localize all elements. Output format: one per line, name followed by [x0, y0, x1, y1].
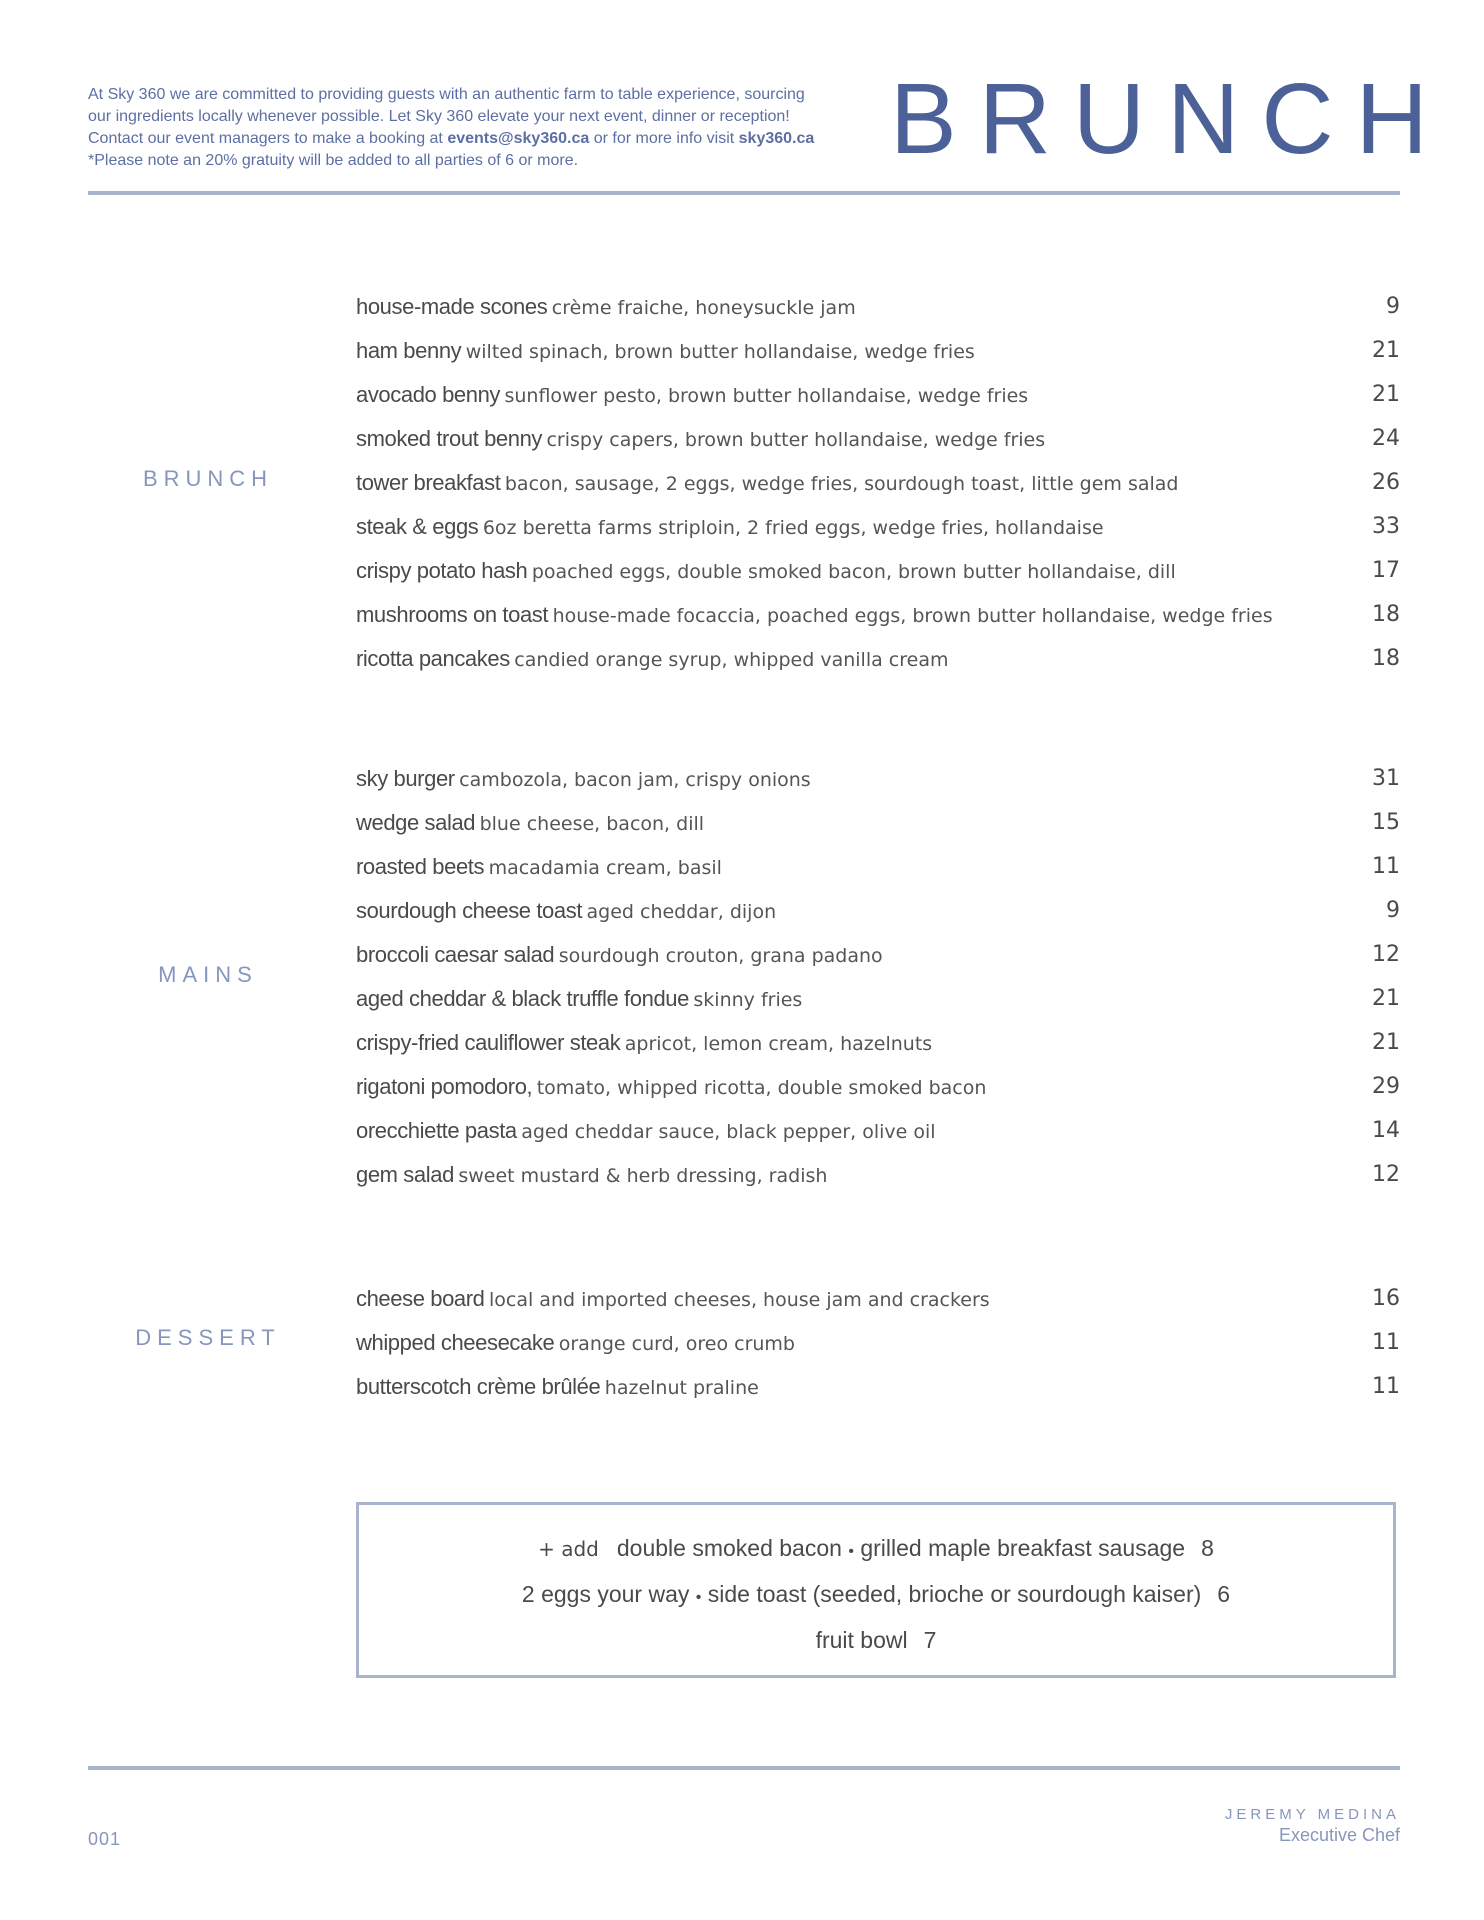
- menu-item: [356, 1065, 1400, 1109]
- menu-item-name: mushrooms on toast: [356, 602, 549, 627]
- menu-item: [356, 801, 1400, 845]
- menu-item-name: ham benny: [356, 338, 462, 363]
- addon-prefix: + add: [538, 1537, 599, 1561]
- menu-item-name: orecchiette pasta: [356, 1118, 517, 1143]
- menu-item-description: hazelnut praline: [604, 1377, 759, 1399]
- menu-item-description: wilted spinach, brown butter hollandaise, wedge fries: [465, 341, 975, 363]
- contact-mid: or for more info visit: [589, 130, 739, 147]
- chef-title: Executive Chef: [1278, 1825, 1400, 1845]
- menu-item-price: 12: [1372, 942, 1400, 967]
- menu-item-name: roasted beets: [356, 854, 485, 879]
- menu-item-name: tower breakfast: [356, 470, 501, 495]
- website-link[interactable]: sky360.ca: [738, 130, 815, 147]
- menu-item-price: 17: [1372, 558, 1400, 583]
- dessert-items: [356, 1277, 1400, 1409]
- menu-item-description: house-made focaccia, poached eggs, brown butter hollandaise, wedge fries: [552, 605, 1273, 627]
- menu-item-price: 21: [1372, 338, 1400, 363]
- menu-item-name: crispy-fried cauliflower steak: [356, 1030, 621, 1055]
- page-title: BRUNCH: [890, 63, 1450, 175]
- section-label-mains: MAINS: [158, 962, 258, 987]
- menu-item-price: 15: [1372, 810, 1400, 835]
- addon-line-2: [359, 1571, 1393, 1617]
- menu-item: [356, 637, 1400, 681]
- brunch-items: [356, 285, 1400, 681]
- menu-item-price: 18: [1372, 646, 1400, 671]
- intro-line-2: our ingredients locally whenever possible. Let Sky 360 elevate your next event, dinner or reception!: [88, 108, 790, 125]
- menu-item-price: 16: [1372, 1286, 1400, 1311]
- menu-item-price: 26: [1372, 470, 1400, 495]
- section-label-dessert: DESSERT: [135, 1325, 281, 1350]
- menu-item: [356, 593, 1400, 637]
- menu-item: [356, 1109, 1400, 1153]
- menu-item-price: 12: [1372, 1162, 1400, 1187]
- chef-name: JEREMY MEDINA: [1224, 1806, 1400, 1823]
- menu-item-description: macadamia cream, basil: [488, 857, 722, 879]
- menu-item-price: 21: [1372, 1030, 1400, 1055]
- menu-item-description: cambozola, bacon jam, crispy onions: [459, 769, 811, 791]
- addon-bacon: double smoked bacon: [616, 1535, 842, 1561]
- addon-eggs: 2 eggs your way: [521, 1581, 690, 1607]
- menu-item-description: aged cheddar sauce, black pepper, olive oil: [521, 1121, 936, 1143]
- addon-price-2: 6: [1217, 1581, 1231, 1607]
- menu-item-description: sweet mustard & herb dressing, radish: [458, 1165, 828, 1187]
- menu-item-description: bacon, sausage, 2 eggs, wedge fries, sourdough toast, little gem salad: [504, 473, 1179, 495]
- menu-item-price: 18: [1372, 602, 1400, 627]
- menu-item-description: crispy capers, brown butter hollandaise, wedge fries: [546, 429, 1046, 451]
- menu-item: [356, 933, 1400, 977]
- menu-item-name: rigatoni pomodoro,: [356, 1074, 533, 1099]
- menu-item-description: aged cheddar, dijon: [586, 901, 777, 923]
- menu-item: [356, 461, 1400, 505]
- menu-item-description: tomato, whipped ricotta, double smoked bacon: [536, 1077, 987, 1099]
- menu-item: [356, 1365, 1400, 1409]
- menu-item: [356, 1021, 1400, 1065]
- addon-toast: side toast (seeded, brioche or sourdough kaiser): [707, 1581, 1202, 1607]
- menu-item-description: poached eggs, double smoked bacon, brown butter hollandaise, dill: [531, 561, 1176, 583]
- header-divider: [88, 191, 1400, 195]
- menu-item: [356, 977, 1400, 1021]
- menu-item-description: crème fraiche, honeysuckle jam: [551, 297, 856, 319]
- addon-price-3: 7: [923, 1627, 937, 1653]
- menu-item: [356, 285, 1400, 329]
- menu-item-description: 6oz beretta farms striploin, 2 fried eggs, wedge fries, hollandaise: [482, 517, 1104, 539]
- menu-item-name: ricotta pancakes: [356, 646, 510, 671]
- menu-item: [356, 757, 1400, 801]
- menu-item: [356, 549, 1400, 593]
- addon-line-3: [359, 1617, 1393, 1663]
- menu-item: [356, 417, 1400, 461]
- intro-text: [88, 84, 888, 172]
- menu-item-name: broccoli caesar salad: [356, 942, 555, 967]
- menu-item-description: skinny fries: [693, 989, 803, 1011]
- menu-item: [356, 845, 1400, 889]
- menu-item-name: house-made scones: [356, 294, 548, 319]
- menu-item-description: apricot, lemon cream, hazelnuts: [624, 1033, 933, 1055]
- menu-item-description: sunflower pesto, brown butter hollandaise, wedge fries: [504, 385, 1029, 407]
- menu-item: [356, 1321, 1400, 1365]
- menu-item: [356, 889, 1400, 933]
- section-label-brunch: BRUNCH: [142, 466, 274, 491]
- menu-item: [356, 1277, 1400, 1321]
- menu-item-price: 21: [1372, 986, 1400, 1011]
- addon-price-1: 8: [1201, 1535, 1214, 1561]
- menu-item-description: local and imported cheeses, house jam and crackers: [488, 1289, 990, 1311]
- chef-credit: [1225, 1806, 1400, 1846]
- menu-item-name: crispy potato hash: [356, 558, 528, 583]
- menu-item-price: 21: [1372, 382, 1400, 407]
- menu-item-name: sky burger: [356, 766, 455, 791]
- menu-item-price: 14: [1372, 1118, 1400, 1143]
- menu-item-price: 11: [1372, 1330, 1400, 1355]
- addons-box: [356, 1502, 1396, 1678]
- page-number: 001: [88, 1829, 122, 1849]
- menu-item: [356, 505, 1400, 549]
- menu-item-name: butterscotch crème brûlée: [356, 1374, 601, 1399]
- menu-item: [356, 329, 1400, 373]
- menu-item-name: aged cheddar & black truffle fondue: [356, 986, 689, 1011]
- menu-item: [356, 1153, 1400, 1197]
- menu-item-name: avocado benny: [356, 382, 501, 407]
- menu-item-description: sourdough crouton, grana padano: [558, 945, 883, 967]
- menu-item-price: 33: [1372, 514, 1400, 539]
- menu-item-name: smoked trout benny: [356, 426, 543, 451]
- menu-item-name: whipped cheesecake: [356, 1330, 555, 1355]
- addon-separator: •: [695, 1589, 702, 1606]
- contact-prefix: Contact our event managers to make a booking at: [88, 130, 448, 147]
- addon-line-1: [359, 1525, 1393, 1571]
- menu-item: [356, 373, 1400, 417]
- menu-item-description: blue cheese, bacon, dill: [479, 813, 705, 835]
- menu-item-name: sourdough cheese toast: [356, 898, 583, 923]
- menu-item-price: 29: [1372, 1074, 1400, 1099]
- gratuity-note: *Please note an 20% gratuity will be added to all parties of 6 or more.: [88, 152, 579, 169]
- menu-item-price: 11: [1372, 854, 1400, 879]
- events-email-link[interactable]: events@sky360.ca: [447, 130, 590, 147]
- menu-item-name: wedge salad: [356, 810, 476, 835]
- contact-line: [88, 128, 888, 150]
- menu-item-description: orange curd, oreo crumb: [558, 1333, 795, 1355]
- mains-items: [356, 757, 1400, 1197]
- menu-item-price: 11: [1372, 1374, 1400, 1399]
- menu-item-description: candied orange syrup, whipped vanilla cream: [514, 649, 949, 671]
- menu-item-price: 31: [1372, 766, 1400, 791]
- menu-item-price: 9: [1386, 294, 1400, 319]
- addon-separator: •: [848, 1543, 854, 1560]
- menu-item-name: cheese board: [356, 1286, 485, 1311]
- footer-divider: [88, 1766, 1400, 1770]
- menu-item-name: gem salad: [356, 1162, 454, 1187]
- addon-sausage: grilled maple breakfast sausage: [860, 1535, 1186, 1561]
- addon-fruit-bowl: fruit bowl: [815, 1627, 908, 1653]
- intro-line-1: At Sky 360 we are committed to providing guests with an authentic farm to table experience, sourcing: [88, 86, 805, 103]
- menu-item-price: 24: [1372, 426, 1400, 451]
- menu-item-name: steak & eggs: [356, 514, 479, 539]
- menu-item-price: 9: [1386, 898, 1400, 923]
